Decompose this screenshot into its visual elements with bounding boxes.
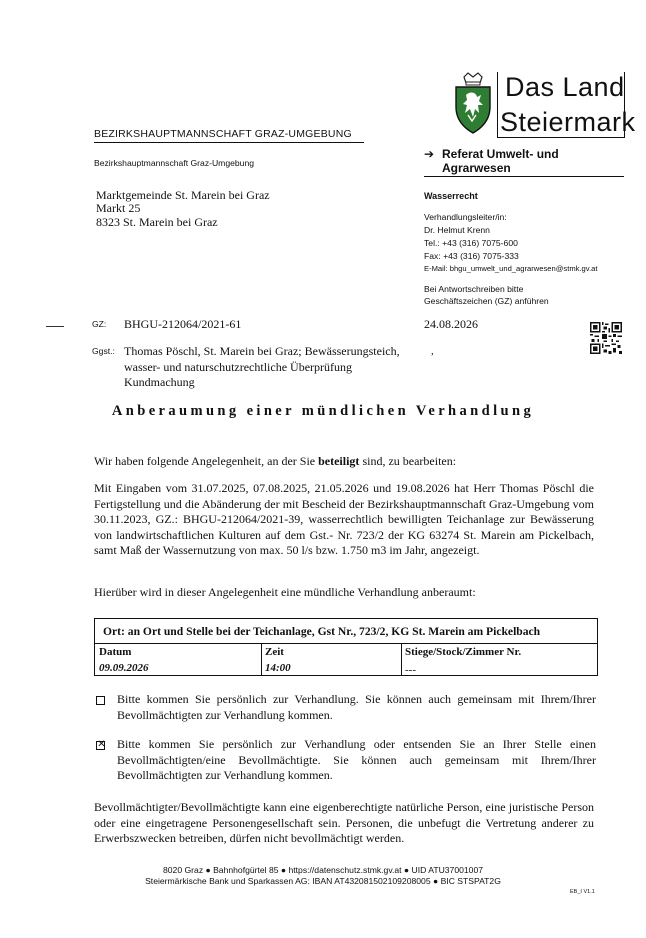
steiermark-crest-icon [452, 71, 494, 137]
qr-code-icon [590, 322, 622, 354]
reply-note-line1: Bei Antwortschreiben bitte [424, 284, 524, 294]
leader-name: Dr. Helmut Krenn [424, 225, 490, 235]
hearing-location: Ort: an Ort und Stelle bei der Teichanlage, Gst Nr., 723/2, KG St. Marein am Pickelbach [103, 625, 541, 638]
logo-text-das-land: Das Land [505, 72, 625, 102]
representative-paragraph: Bevollmächtigter/Bevollmächtigte kann eine eigenberechtigte natürliche Person, eine juristische Person oder eine eingetragene Personengesellschaft sein. Personen, die unbefugt die Vertretung anderer zu Erwerbszwecken betreiben, dürfen nicht bevollmächtigt werden. [94, 800, 594, 846]
footer-bank: Steiermärkische Bank und Sparkassen AG: IBAN AT432081502109208005 ● BIC STSPAT2G [145, 876, 501, 886]
checked-box-icon: ✕ [97, 739, 106, 750]
stray-mark: , [431, 345, 434, 357]
recipient-name: Marktgemeinde St. Marein bei Graz [96, 188, 270, 202]
document-date: 24.08.2026 [424, 317, 478, 331]
room-column-header: Stiege/Stock/Zimmer Nr. [405, 646, 522, 658]
table-column-divider [401, 643, 402, 675]
logo-text-steiermark: Steiermark [500, 107, 636, 137]
subject-line3: Kundmachung [124, 375, 195, 389]
department-name-line1: Referat Umwelt- und [442, 147, 559, 161]
footer-address: 8020 Graz ● Bahnhofgürtel 85 ● https://datenschutz.stmk.gv.at ● UID ATU37001007 [162, 865, 484, 875]
time-column-header: Zeit [265, 646, 284, 658]
subject-label: Ggst.: [92, 346, 115, 356]
table-column-divider [261, 643, 262, 675]
fax-number: Fax: +43 (316) 7075-333 [424, 251, 519, 261]
intro-paragraph [94, 454, 604, 470]
scheduled-paragraph: Hierüber wird in dieser Angelegenheit eine mündliche Verhandlung anberaumt: [94, 585, 476, 599]
recipient-city: 8323 St. Marein bei Graz [96, 215, 218, 229]
intro-text-bold: beteiligt [318, 454, 360, 468]
form-version: EB_I V1.1 [570, 889, 595, 895]
hearing-date: 09.09.2026 [99, 662, 149, 674]
sender-line: Bezirkshauptmannschaft Graz-Umgebung [94, 158, 255, 168]
table-divider [95, 643, 597, 644]
gz-value: BHGU-212064/2021-61 [124, 317, 242, 331]
intro-text-before: Wir haben folgende Angelegenheit, an der Sie [94, 454, 319, 468]
fold-mark [46, 326, 64, 327]
document-title: Anberaumung einer mündlichen Verhandlung [111, 403, 535, 419]
header-divider [94, 142, 364, 143]
department-divider [424, 176, 624, 177]
authority-header: BEZIRKSHAUPTMANNSCHAFT GRAZ-UMGEBUNG [94, 128, 352, 140]
reply-note-line2: Geschäftszeichen (GZ) anführen [424, 296, 549, 306]
option-checkbox-checked [96, 741, 105, 750]
hearing-table [94, 618, 598, 676]
subject-line2: wasser- und naturschutzrechtliche Überprüfung [124, 360, 353, 374]
option-text-representative: Bitte kommen Sie persönlich zur Verhandlung oder entsenden Sie an Ihrer Stelle einen Bevollmächtigten/eine Bevollmächtigte. Sie können auch gemeinsam mit Ihrem/Ihrer Bevollmächtigten zur Verhandlung kommen. [117, 737, 596, 783]
option-checkbox-unchecked [96, 696, 105, 705]
hearing-time: 14:00 [265, 662, 291, 674]
recipient-street: Markt 25 [96, 201, 141, 215]
subject-line1: Thomas Pöschl, St. Marein bei Graz; Bewässerungsteich, [124, 344, 400, 358]
section-label: Wasserrecht [424, 191, 478, 201]
gz-label: GZ: [92, 319, 107, 329]
intro-text-after: sind, zu bearbeiten: [359, 454, 457, 468]
arrow-right-icon: ➔ [424, 147, 435, 161]
hearing-room: --- [405, 664, 416, 676]
email-address: E-Mail: bhgu_umwelt_und_agrarwesen@stmk.gv.at [424, 264, 598, 273]
date-column-header: Datum [99, 646, 132, 658]
option-text-personal: Bitte kommen Sie persönlich zur Verhandlung. Sie können auch gemeinsam mit Ihrem/Ihrer Bevollmächtigten zur Verhandlung kommen. [117, 692, 596, 722]
phone-number: Tel.: +43 (316) 7075-600 [424, 238, 518, 248]
department-name-line2: Agrarwesen [442, 161, 511, 175]
main-paragraph: Mit Eingaben vom 31.07.2025, 07.08.2025, 21.05.2026 und 19.08.2026 hat Herr Thomas Pöschl die Fertigstellung und die Abänderung der mit Bescheid der Bezirkshauptmannschaft Graz-Umgebung vom 30.11.2023, GZ.: BHGU-212064/2021-39, wasserrechtlich bewilligten Teichanlage zur Bewässerung von landwirtschaftlichen Kulturen auf dem Gst.- Nr. 723/2 der KG 63274 St. Marein am Pickelbach, samt Maß der Wassernutzung von max. 50 l/s bzw. 1.750 m3 im Jahr, angezeigt. [94, 481, 594, 558]
leader-label: Verhandlungsleiter/in: [424, 212, 507, 222]
